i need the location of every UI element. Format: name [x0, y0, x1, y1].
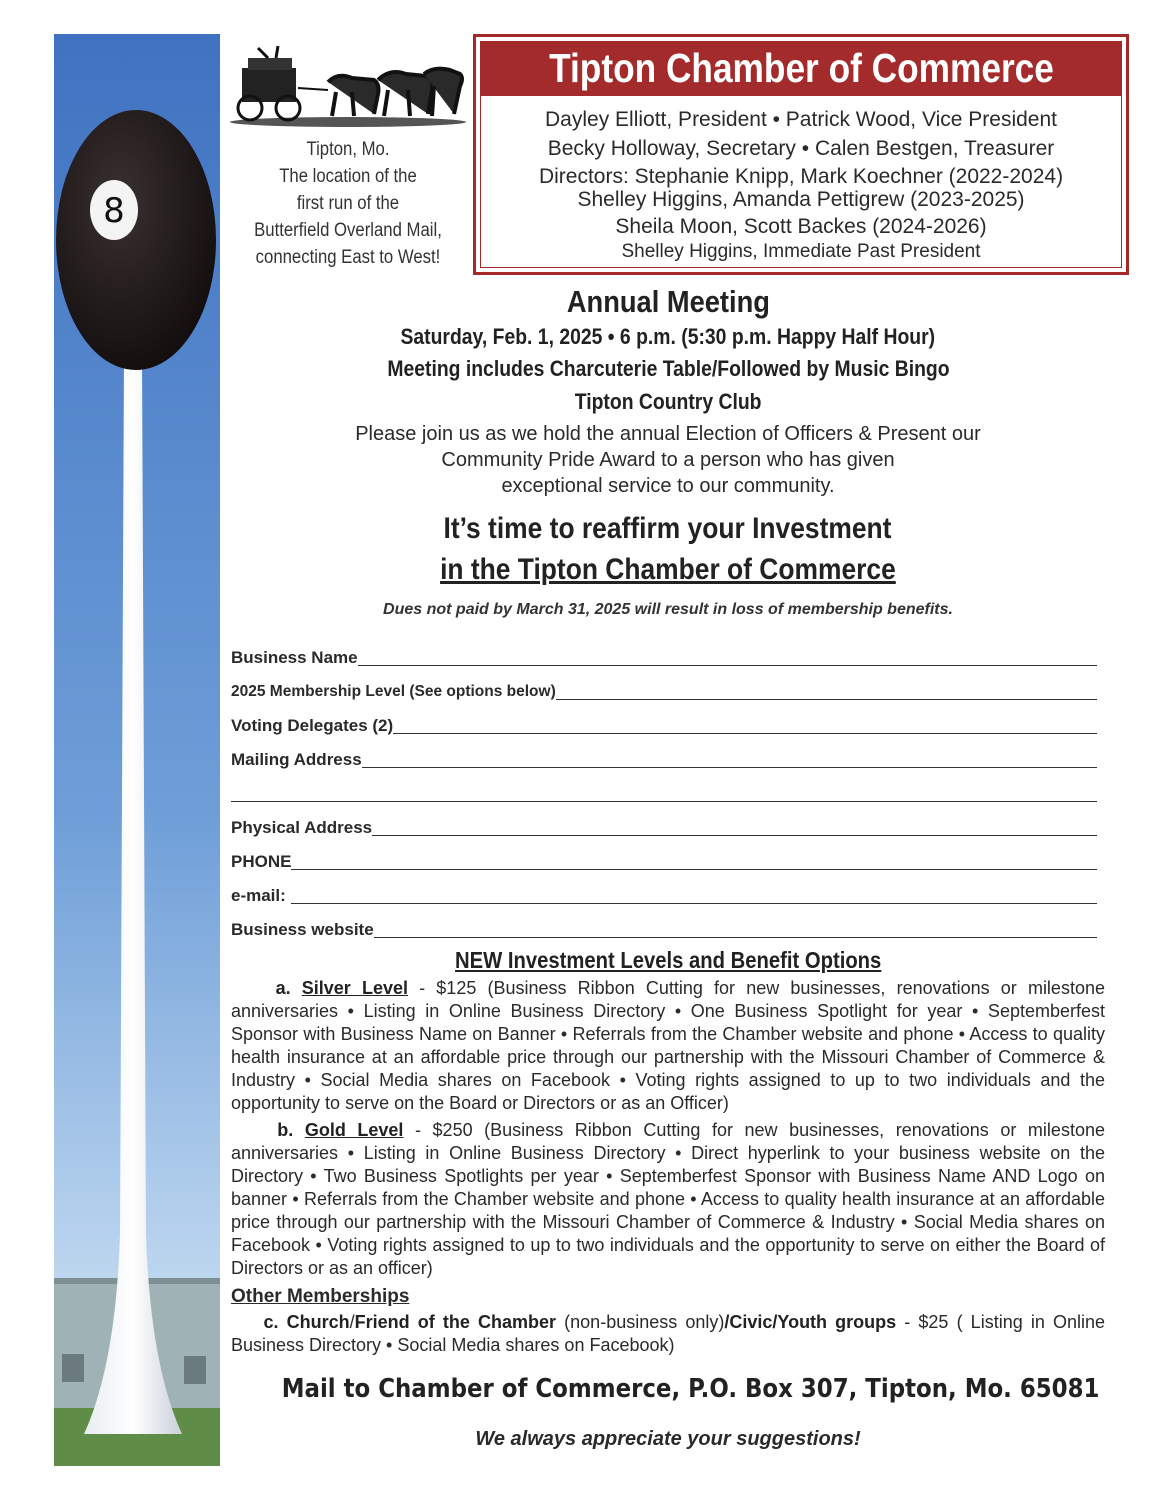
- other-level-text: - $25 ( Listing in Online Business Directory • Social Media shares on Facebook): [231, 1312, 1105, 1355]
- tagline-line: first run of the: [296, 193, 400, 214]
- other-memberships-heading: Other Memberships: [231, 1286, 410, 1307]
- business-name-field[interactable]: [231, 644, 1097, 668]
- field-label: Physical Address: [231, 818, 373, 837]
- voting-delegates-field[interactable]: [231, 712, 1097, 736]
- field-label: PHONE: [231, 852, 292, 871]
- meeting-invite-line: Please join us as we hold the annual Election of Officers & Present our: [355, 423, 981, 445]
- friend-label: Friend of the Chamber: [354, 1312, 557, 1332]
- membership-level-field[interactable]: [231, 678, 1097, 702]
- field-line[interactable]: [362, 749, 1097, 768]
- reaffirm-heading: It’s time to reaffirm your Investment: [444, 512, 892, 545]
- non-business-note: (non-business only): [556, 1312, 725, 1332]
- silver-level-description: [231, 977, 1105, 1115]
- officer-line: Shelley Higgins, Immediate Past President: [621, 241, 981, 262]
- mailing-address-line-2[interactable]: [231, 780, 1097, 804]
- field-label: e-mail:: [231, 886, 291, 905]
- butterfield-tagline: [246, 136, 450, 271]
- field-line[interactable]: [291, 885, 1097, 904]
- tagline-line: connecting East to West!: [255, 247, 441, 268]
- other-membership-description: [231, 1311, 1105, 1357]
- meeting-venue: Tipton Country Club: [574, 389, 762, 414]
- field-label: 2025 Membership Level (See options below): [231, 683, 556, 700]
- phone-field[interactable]: [231, 848, 1097, 872]
- physical-address-field[interactable]: [231, 814, 1097, 838]
- email-field[interactable]: [231, 882, 1097, 906]
- dues-notice: Dues not paid by March 31, 2025 will result in loss of membership benefits.: [383, 601, 953, 618]
- meeting-invite-line: Community Pride Award to a person who has given: [441, 449, 895, 471]
- officer-line: Becky Holloway, Secretary • Calen Bestgen, Treasurer: [547, 137, 1055, 160]
- field-line[interactable]: [231, 783, 1097, 802]
- field-line[interactable]: [358, 647, 1097, 666]
- reaffirm-subheading: in the Tipton Chamber of Commerce: [440, 553, 896, 586]
- tagline-line: Butterfield Overland Mail,: [254, 220, 442, 241]
- church-label: Church: [286, 1312, 350, 1332]
- mailing-address-field[interactable]: [231, 746, 1097, 770]
- meeting-invite-line: exceptional service to our community.: [501, 475, 835, 497]
- field-label: Mailing Address: [231, 750, 362, 769]
- field-label: Business website: [231, 920, 374, 939]
- chamber-title: [480, 41, 1122, 96]
- silver-level-name: Silver Level: [301, 978, 408, 998]
- gold-level-name: Gold Level: [304, 1120, 404, 1140]
- tagline-line: Tipton, Mo.: [306, 139, 390, 160]
- officer-line: Sheila Moon, Scott Backes (2024-2026): [615, 215, 987, 238]
- meeting-date: Saturday, Feb. 1, 2025 • 6 p.m. (5:30 p.m. Happy Half Hour): [400, 324, 936, 349]
- tagline-line: The location of the: [279, 166, 417, 187]
- officer-line: Shelley Higgins, Amanda Pettigrew (2023-2025): [577, 188, 1025, 211]
- levels-heading: NEW Investment Levels and Benefit Options: [454, 947, 882, 973]
- field-label: Business Name: [231, 648, 358, 667]
- field-label: Voting Delegates (2): [231, 716, 394, 735]
- level-prefix: b.: [277, 1120, 305, 1140]
- gold-level-text: - $250 (Business Ribbon Cutting for new businesses, renovations or milestone anniversaries • Listing in Online Business Directory • Direct hyperlink to your business website on the Directory • Two Business Spotlights per year • Septemberfest Sponsor with Business Name AND Logo on banner • Referrals from the Chamber website and phone • Access to quality health insurance at an affordable price through our partnership with the Missouri Chamber of Commerce & Industry • Social Media shares on Facebook • Voting rights assigned to up to two individuals and the opportunity to serve on either the Board of Directors or as an officer): [231, 1120, 1105, 1278]
- meeting-heading: Annual Meeting: [566, 284, 770, 319]
- eight-ball-number: 8: [103, 191, 125, 231]
- level-prefix: a.: [275, 978, 302, 998]
- stagecoach-illustration: [228, 44, 468, 130]
- silver-level-text: - $125 (Business Ribbon Cutting for new businesses, renovations or milestone anniversaries • Listing in Online Business Directory • One Business Spotlight for year • Septemberfest Sponsor with Business Name on Banner • Referrals from the Chamber website and phone • Access to quality health insurance at an affordable price through our partnership with the Missouri Chamber of Commerce & Industry • Social Media shares on Facebook • Voting rights assigned to up to two individuals and the opportunity to serve on the Board or Directors or as an Officer): [231, 978, 1105, 1113]
- field-line[interactable]: [291, 851, 1097, 870]
- business-website-field[interactable]: [231, 916, 1097, 940]
- gold-level-description: [231, 1119, 1105, 1280]
- mailing-instructions: Mail to Chamber of Commerce, P.O. Box 307, Tipton, Mo. 65081: [281, 1374, 1100, 1404]
- slash: /: [349, 1312, 355, 1332]
- officer-line: Dayley Elliott, President • Patrick Wood, Vice President: [545, 108, 1057, 131]
- meeting-includes: Meeting includes Charcuterie Table/Followed by Music Bingo: [386, 356, 950, 381]
- field-line[interactable]: [374, 919, 1097, 938]
- field-line[interactable]: [372, 817, 1097, 836]
- eight-ball-tower-photo: [54, 34, 220, 1466]
- suggestions-note: We always appreciate your suggestions!: [475, 1428, 861, 1450]
- level-prefix: c.: [263, 1312, 287, 1332]
- field-line[interactable]: [556, 681, 1097, 700]
- civic-label: /Civic/Youth groups: [724, 1312, 897, 1332]
- field-line[interactable]: [393, 715, 1097, 734]
- officer-line: Directors: Stephanie Knipp, Mark Koechner (2022-2024): [538, 165, 1064, 188]
- chamber-title-text: Tipton Chamber of Commerce: [548, 45, 1054, 91]
